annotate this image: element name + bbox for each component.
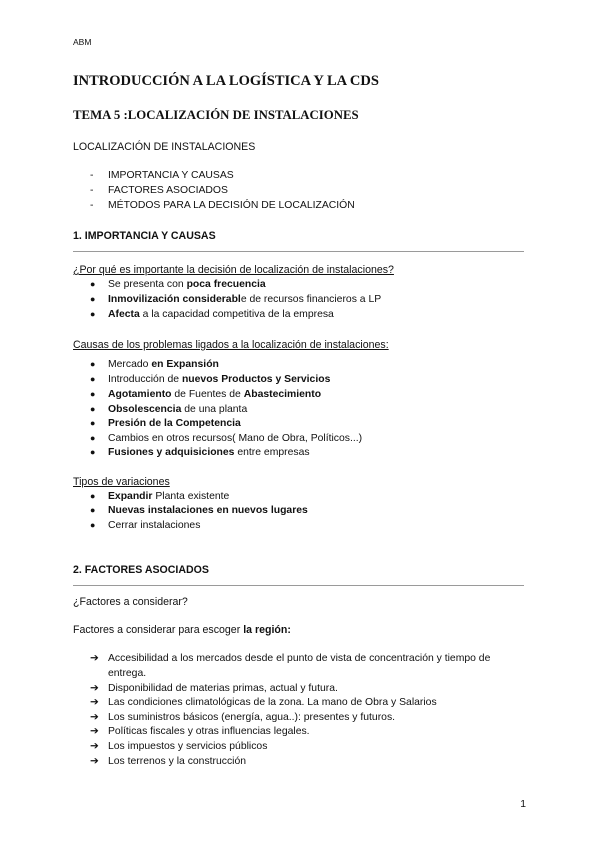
list-item: ● Fusiones y adquisiciones entre empresas [90, 447, 310, 458]
bullet-mark: ● [90, 447, 96, 457]
toc-label: MÉTODOS PARA LA DECISIÓN DE LOCALIZACIÓN [108, 200, 355, 211]
list-item: ➔ Las condiciones climatológicas de la zona. La mano de Obra y Salarios [90, 697, 437, 708]
causes-heading: Causas de los problemas ligados a la localización de instalaciones: [73, 339, 389, 351]
arrow-mark: ➔ [90, 697, 99, 708]
bullet-mark: ● [90, 389, 96, 399]
toc-label: IMPORTANCIA Y CAUSAS [108, 170, 234, 181]
list-item: ● Presión de la Competencia [90, 418, 241, 429]
dash-mark: - [90, 185, 94, 196]
list-item: ➔ Los terrenos y la construcción [90, 756, 247, 767]
bullet-mark: ● [90, 309, 96, 319]
arrow-mark: ➔ [90, 741, 99, 752]
bullet-mark: ● [90, 520, 96, 530]
page-number: 1 [520, 799, 526, 810]
list-item: ● Cambios en otros recursos( Mano de Obra, Políticos...) [90, 433, 363, 444]
list-item: ➔ Políticas fiscales y otras influencias legales. [90, 726, 310, 737]
section2-rule [73, 585, 524, 586]
document-subtitle: TEMA 5 :LOCALIZACIÓN DE INSTALACIONES [73, 108, 359, 122]
region-heading: Factores a considerar para escoger la región: [73, 624, 291, 636]
list-item: ● Expandir Planta existente [90, 491, 230, 502]
bullet-mark: ● [90, 491, 96, 501]
importance-question: ¿Por qué es importante la decisión de localización de instalaciones? [73, 264, 394, 276]
list-item: ➔ Disponibilidad de materias primas, actual y futura. [90, 683, 338, 694]
bullet-mark: ● [90, 279, 96, 289]
list-item: ● Afecta a la capacidad competitiva de la empresa [90, 309, 334, 320]
bullet-mark: ● [90, 294, 96, 304]
arrow-mark: ➔ [90, 756, 99, 767]
section1-rule [73, 251, 524, 252]
bullet-mark: ● [90, 404, 96, 414]
arrow-mark: ➔ [90, 683, 99, 694]
list-item: ● Mercado en Expansión [90, 359, 219, 370]
arrow-mark: ➔ [90, 726, 99, 737]
toc-item [90, 170, 234, 181]
list-item: ● Inmovilización considerable de recursos financieros a LP [90, 294, 382, 305]
bullet-mark: ● [90, 359, 96, 369]
arrow-mark: ➔ [90, 653, 99, 664]
variations-heading: Tipos de variaciones [73, 476, 170, 488]
list-item: ● Agotamiento de Fuentes de Abastecimiento [90, 389, 322, 400]
list-item: ● Se presenta con poca frecuencia [90, 279, 266, 290]
toc-label: FACTORES ASOCIADOS [108, 185, 228, 196]
arrow-mark: ➔ [90, 712, 99, 723]
list-item: ➔ Los suministros básicos (energía, agua..): presentes y futuros. [90, 712, 396, 723]
factors-question: ¿Factores a considerar? [73, 596, 188, 608]
bullet-mark: ● [90, 505, 96, 515]
list-item: ➔ Accesibilidad a los mercados desde el punto de vista de concentración y tiempo de entrega. [90, 653, 491, 679]
bullet-mark: ● [90, 418, 96, 428]
section2-title: 2. FACTORES ASOCIADOS [73, 564, 209, 576]
document-title: INTRODUCCIÓN A LA LOGÍSTICA Y LA CDS [73, 73, 379, 89]
header-mark: ABM [73, 37, 92, 47]
dash-mark: - [90, 200, 94, 211]
toc-item [90, 185, 228, 196]
bullet-mark: ● [90, 374, 96, 384]
list-item: ● Cerrar instalaciones [90, 520, 201, 531]
section1-title: 1. IMPORTANCIA Y CAUSAS [73, 230, 216, 242]
list-item: ● Nuevas instalaciones en nuevos lugares [90, 505, 308, 516]
list-item: ● Obsolescencia de una planta [90, 404, 248, 415]
dash-mark: - [90, 170, 94, 181]
list-item: ➔ Los impuestos y servicios públicos [90, 741, 268, 752]
intro-heading: LOCALIZACIÓN DE INSTALACIONES [73, 141, 256, 153]
toc-item [90, 200, 355, 211]
bullet-mark: ● [90, 433, 96, 443]
list-item: ● Introducción de nuevos Productos y Servicios [90, 374, 331, 385]
